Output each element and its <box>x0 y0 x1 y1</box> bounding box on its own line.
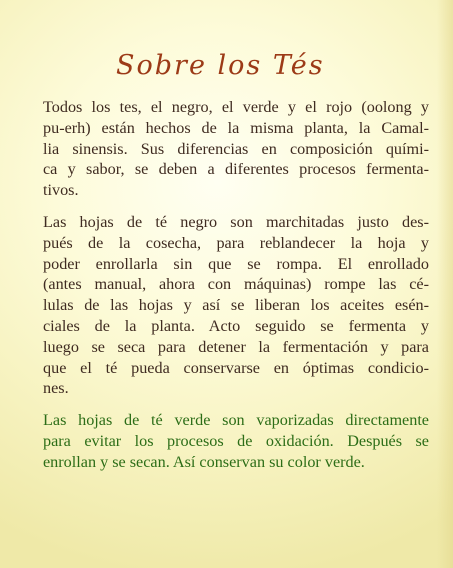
text-line: nes. <box>43 379 69 398</box>
text-line: (antes manual, ahora con máquinas) rompe las cé- <box>43 275 429 294</box>
text-line: enrollan y se secan. Así conservan su color verde. <box>43 452 365 471</box>
paragraph-tea-origin <box>43 97 429 201</box>
paragraph-black-tea <box>43 212 429 399</box>
right-edge-shade <box>437 0 453 568</box>
text-line: ciales de la planta. Acto seguido se fermenta y <box>43 316 429 335</box>
page-title: Sobre los Tés <box>116 50 325 81</box>
text-line: lia sinensis. Sus diferencias en composición quími- <box>43 139 429 158</box>
text-line: pu-erh) están hechos de la misma planta, la Camal- <box>43 118 429 137</box>
text-line: Las hojas de té verde son vaporizadas directamente <box>43 411 429 430</box>
text-line: para evitar los procesos de oxidación. Después se <box>43 431 429 450</box>
text-line: tivos. <box>43 181 79 200</box>
paragraph-green-tea <box>43 410 429 472</box>
text-line: ca y sabor, se deben a diferentes procesos fermenta- <box>43 160 429 179</box>
text-line: lulas de las hojas y así se liberan los aceites esén- <box>43 296 429 315</box>
text-line: Las hojas de té negro son marchitadas justo des- <box>43 212 429 231</box>
text-line: pués de la cosecha, para reblandecer la hoja y <box>43 233 429 252</box>
article-body <box>43 97 429 484</box>
text-line: que el té pueda conservarse en óptimas condicio- <box>43 358 429 377</box>
text-line: luego se seca para detener la fermentación y para <box>43 337 429 356</box>
text-line: poder enrollarla sin que se rompa. El enrollado <box>43 254 429 273</box>
text-line: Todos los tes, el negro, el verde y el rojo (oolong y <box>43 98 429 116</box>
